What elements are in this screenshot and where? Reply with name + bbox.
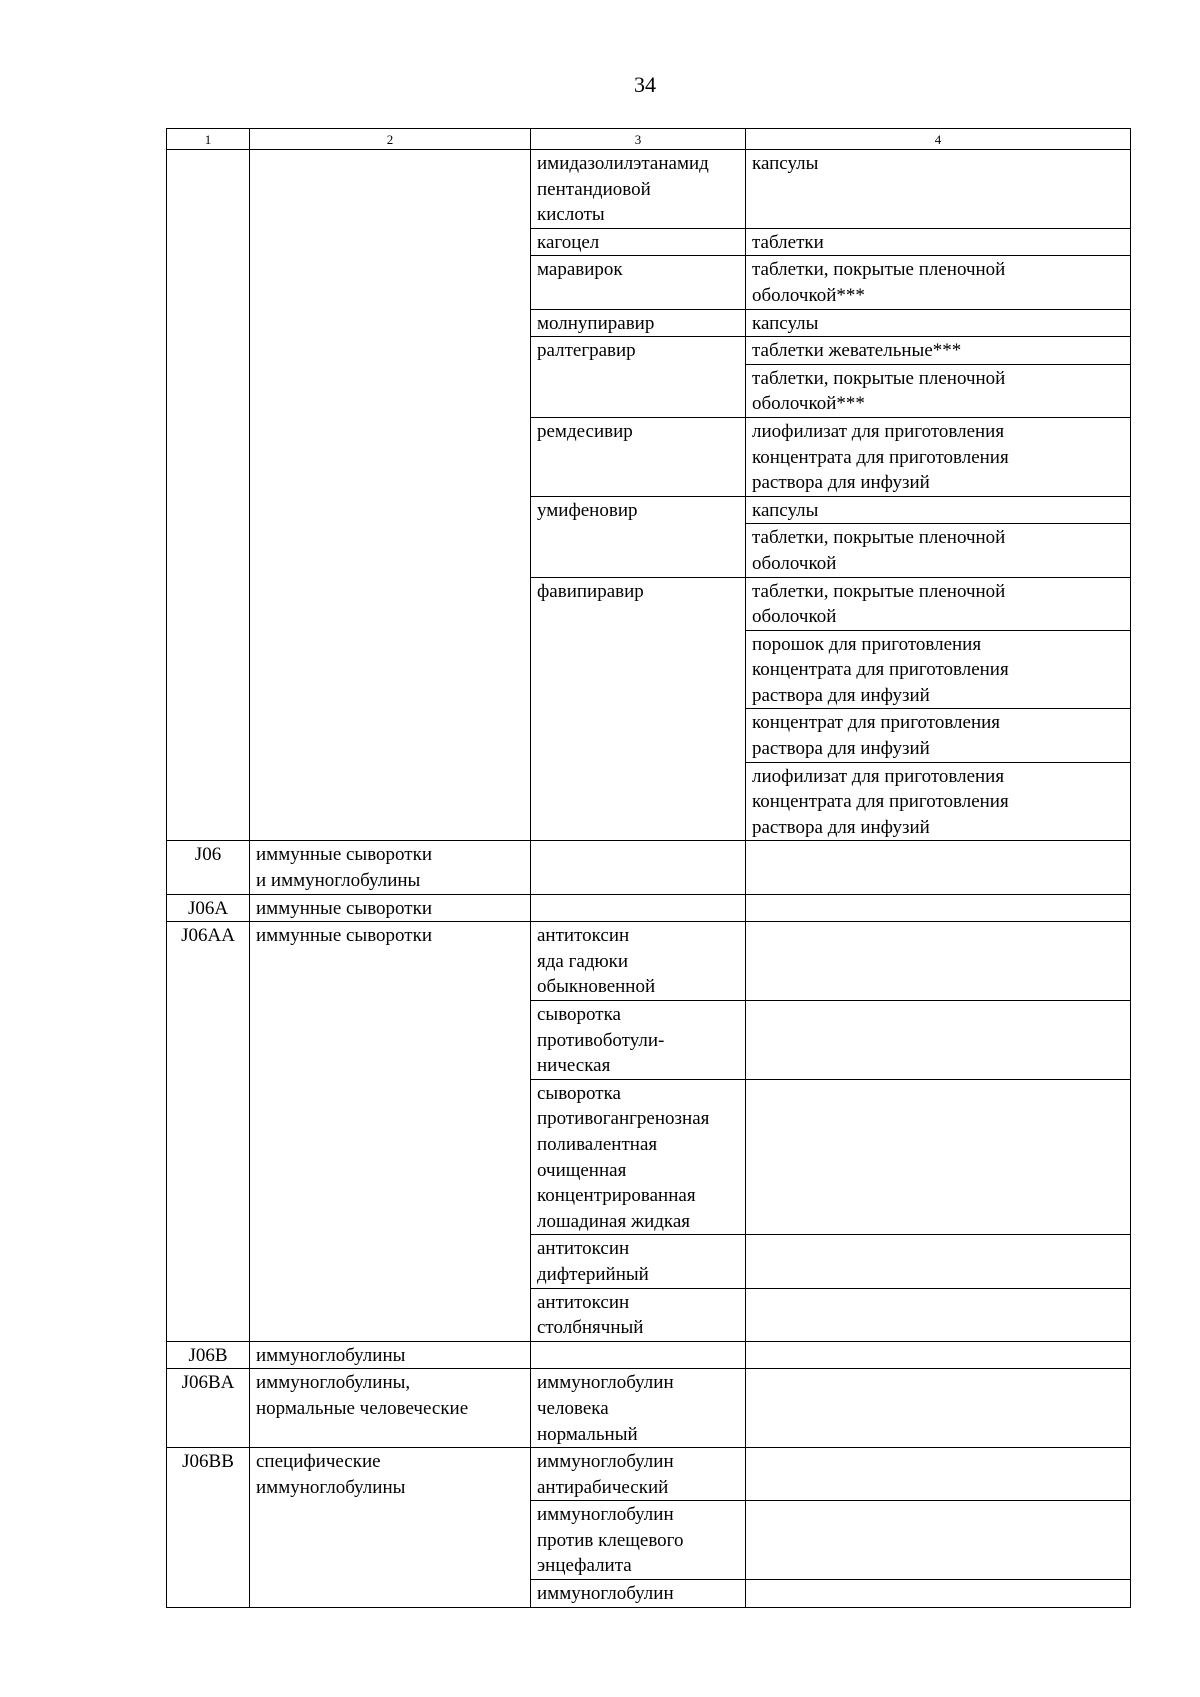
drug-name-cell-line: дифтерийный (537, 1263, 649, 1285)
drug-name-cell-line: ническая (537, 1055, 611, 1077)
dosage-form-cell-line: раствора для инфузий (752, 816, 930, 838)
dosage-form-cell-line: лиофилизат для приготовления (752, 420, 1005, 442)
dosage-form-cell-line: концентрата для приготовления (752, 659, 1009, 681)
drug-name-cell-line: антитоксин (537, 1238, 630, 1260)
dosage-form-cell-line: раствора для инфузий (752, 684, 930, 706)
dosage-form-cell (746, 417, 1131, 496)
drug-name-cell-line: противоботули- (537, 1029, 665, 1051)
atc-code-cell: J06B (167, 1341, 250, 1369)
drug-name-cell-line: лошадиная жидкая (537, 1210, 691, 1232)
drug-name-cell-line: столбнячный (537, 1317, 644, 1339)
drug-name-cell-line: концентрированная (537, 1185, 696, 1207)
drug-name-cell (531, 841, 746, 894)
dosage-form-cell (746, 894, 1131, 922)
atc-group-cell (250, 922, 531, 1342)
drug-name-cell (531, 1001, 746, 1080)
dosage-form-cell (746, 1001, 1131, 1080)
dosage-form-cell (746, 524, 1131, 577)
dosage-form-cell-line: таблетки, покрытые пленочной (752, 580, 1006, 602)
drug-name-cell-line: поливалентная (537, 1133, 658, 1155)
drug-name-cell (531, 894, 746, 922)
atc-group-cell-line: иммуноглобулины (256, 1344, 406, 1366)
medicines-table (166, 128, 1131, 1608)
dosage-form-cell-line: лиофилизат для приготовления (752, 765, 1005, 787)
atc-group-cell (250, 1341, 531, 1369)
drug-name-cell (531, 309, 746, 337)
drug-name-cell-line: умифеновир (537, 499, 638, 521)
drug-name-cell-line: ремдесивир (537, 420, 633, 442)
dosage-form-cell-line: таблетки, покрытые пленочной (752, 259, 1006, 281)
atc-group-cell (250, 1448, 531, 1608)
dosage-form-cell (746, 496, 1131, 524)
dosage-form-cell (746, 1448, 1131, 1501)
drug-name-cell-line: маравирок (537, 259, 623, 281)
drug-name-cell-line: против клещевого (537, 1529, 684, 1551)
dosage-form-cell (746, 309, 1131, 337)
drug-name-cell-line: антитоксин (537, 1291, 630, 1313)
drug-name-cell-line: антирабический (537, 1476, 669, 1498)
drug-name-cell-line: кислоты (537, 204, 605, 226)
atc-code-cell: J06BA (167, 1369, 250, 1448)
drug-name-cell (531, 1448, 746, 1501)
dosage-form-cell-line: таблетки, покрытые пленочной (752, 527, 1006, 549)
drug-name-cell-line: фавипиравир (537, 580, 644, 602)
drug-name-cell-line: имидазолилэтанамид (537, 153, 709, 174)
atc-group-cell (250, 894, 531, 922)
atc-code-cell: J06AA (167, 922, 250, 1342)
dosage-form-cell-line: оболочкой (752, 606, 837, 628)
atc-code-cell: J06A (167, 894, 250, 922)
dosage-form-cell-line: концентрата для приготовления (752, 446, 1009, 468)
dosage-form-cell (746, 256, 1131, 309)
drug-name-cell (531, 1580, 746, 1608)
drug-name-cell (531, 1501, 746, 1580)
atc-group-cell-line: иммуноглобулины, (256, 1372, 411, 1394)
dosage-form-cell-line: раствора для инфузий (752, 738, 930, 760)
drug-name-cell-line: нормальный (537, 1423, 638, 1445)
atc-group-cell-line: иммунные сыворотки (256, 897, 432, 919)
drug-name-cell (531, 150, 746, 229)
drug-name-cell-line: сыворотка (537, 1004, 621, 1025)
dosage-form-cell-line: концентрата для приготовления (752, 791, 1009, 813)
column-header-4: 4 (746, 129, 1131, 150)
drug-name-cell-line: молнупиравир (537, 312, 655, 334)
drug-name-cell (531, 1369, 746, 1448)
dosage-form-cell-line: оболочкой*** (752, 393, 865, 415)
drug-name-cell (531, 337, 746, 418)
drug-name-cell-line: ралтегравир (537, 340, 636, 362)
dosage-form-cell (746, 922, 1131, 1001)
dosage-form-cell (746, 762, 1131, 841)
drug-name-cell (531, 1341, 746, 1369)
group-row-j06 (167, 841, 1131, 894)
column-header-1: 1 (167, 129, 250, 150)
dosage-form-cell (746, 150, 1131, 229)
atc-group-cell (250, 1369, 531, 1448)
dosage-form-cell (746, 630, 1131, 709)
drug-name-cell-line: противогангренозная (537, 1108, 710, 1130)
dosage-form-cell (746, 337, 1131, 365)
dosage-form-cell (746, 364, 1131, 417)
dosage-form-cell (746, 1079, 1131, 1235)
dosage-form-cell-line: таблетки, покрытые пленочной (752, 367, 1006, 389)
dosage-form-cell-line: порошок для приготовления (752, 633, 982, 655)
drug-name-cell-line: сыворотка (537, 1082, 621, 1104)
drug-name-cell-line: пентандиовой (537, 178, 651, 200)
atc-code-cell (167, 150, 250, 841)
drug-name-cell-line: иммуноглобулин (537, 1504, 674, 1526)
dosage-form-cell-line: капсулы (752, 499, 819, 521)
dosage-form-cell (746, 228, 1131, 256)
group-row-j06b (167, 1341, 1131, 1369)
dosage-form-cell (746, 1580, 1131, 1608)
drug-name-cell-line: иммуноглобулин (537, 1583, 674, 1605)
drug-name-cell (531, 256, 746, 309)
dosage-form-cell-line: таблетки (752, 231, 824, 253)
column-header-row (167, 129, 1131, 150)
dosage-form-cell (746, 709, 1131, 762)
atc-group-cell-line: и иммуноглобулины (256, 870, 421, 892)
dosage-form-cell (746, 1288, 1131, 1341)
drug-name-cell-line: иммуноглобулин (537, 1451, 674, 1473)
atc-group-cell-line: иммуноглобулины (256, 1476, 406, 1498)
dosage-form-cell-line: таблетки жевательные*** (752, 340, 962, 362)
dosage-form-cell-line: капсулы (752, 312, 819, 334)
dosage-form-cell (746, 841, 1131, 894)
drug-name-cell (531, 417, 746, 496)
dosage-form-cell-line: концентрат для приготовления (752, 712, 1001, 734)
atc-code-cell: J06BB (167, 1448, 250, 1608)
drug-name-cell (531, 1288, 746, 1341)
column-header-3: 3 (531, 129, 746, 150)
atc-group-cell-line: нормальные человеческие (256, 1397, 469, 1419)
dosage-form-cell-line: капсулы (752, 153, 819, 174)
drug-name-cell-line: кагоцел (537, 231, 600, 253)
drug-name-cell-line: антитоксин (537, 925, 630, 947)
dosage-form-cell-line: оболочкой*** (752, 284, 865, 306)
drug-name-cell-line: иммуноглобулин (537, 1372, 674, 1394)
table-row (167, 150, 1131, 229)
drug-name-cell-line: энцефалита (537, 1555, 632, 1577)
dosage-form-cell (746, 1341, 1131, 1369)
column-header-2: 2 (250, 129, 531, 150)
table-row (167, 922, 1131, 1001)
atc-group-cell-line: иммунные сыворотки (256, 925, 432, 947)
dosage-form-cell (746, 1501, 1131, 1580)
drug-name-cell-line: обыкновенной (537, 976, 656, 998)
dosage-form-cell (746, 1369, 1131, 1448)
drug-name-cell (531, 1235, 746, 1288)
table-row (167, 1369, 1131, 1448)
atc-code-cell: J06 (167, 841, 250, 894)
drug-name-cell (531, 496, 746, 577)
drug-name-cell-line: яда гадюки (537, 950, 629, 972)
drug-name-cell (531, 1079, 746, 1235)
dosage-form-cell (746, 1235, 1131, 1288)
drug-name-cell (531, 577, 746, 841)
atc-group-cell-line: иммунные сыворотки (256, 844, 432, 866)
dosage-form-cell-line: раствора для инфузий (752, 472, 930, 494)
page-number: 34 (634, 72, 656, 97)
table-row (167, 1448, 1131, 1501)
dosage-form-cell-line: оболочкой (752, 552, 837, 574)
dosage-form-cell (746, 577, 1131, 630)
atc-group-cell (250, 150, 531, 841)
atc-group-cell (250, 841, 531, 894)
group-row-j06a (167, 894, 1131, 922)
drug-name-cell-line: очищенная (537, 1159, 627, 1181)
drug-name-cell (531, 228, 746, 256)
drug-name-cell-line: человека (537, 1397, 609, 1419)
atc-group-cell-line: специфические (256, 1451, 381, 1473)
drug-name-cell (531, 922, 746, 1001)
